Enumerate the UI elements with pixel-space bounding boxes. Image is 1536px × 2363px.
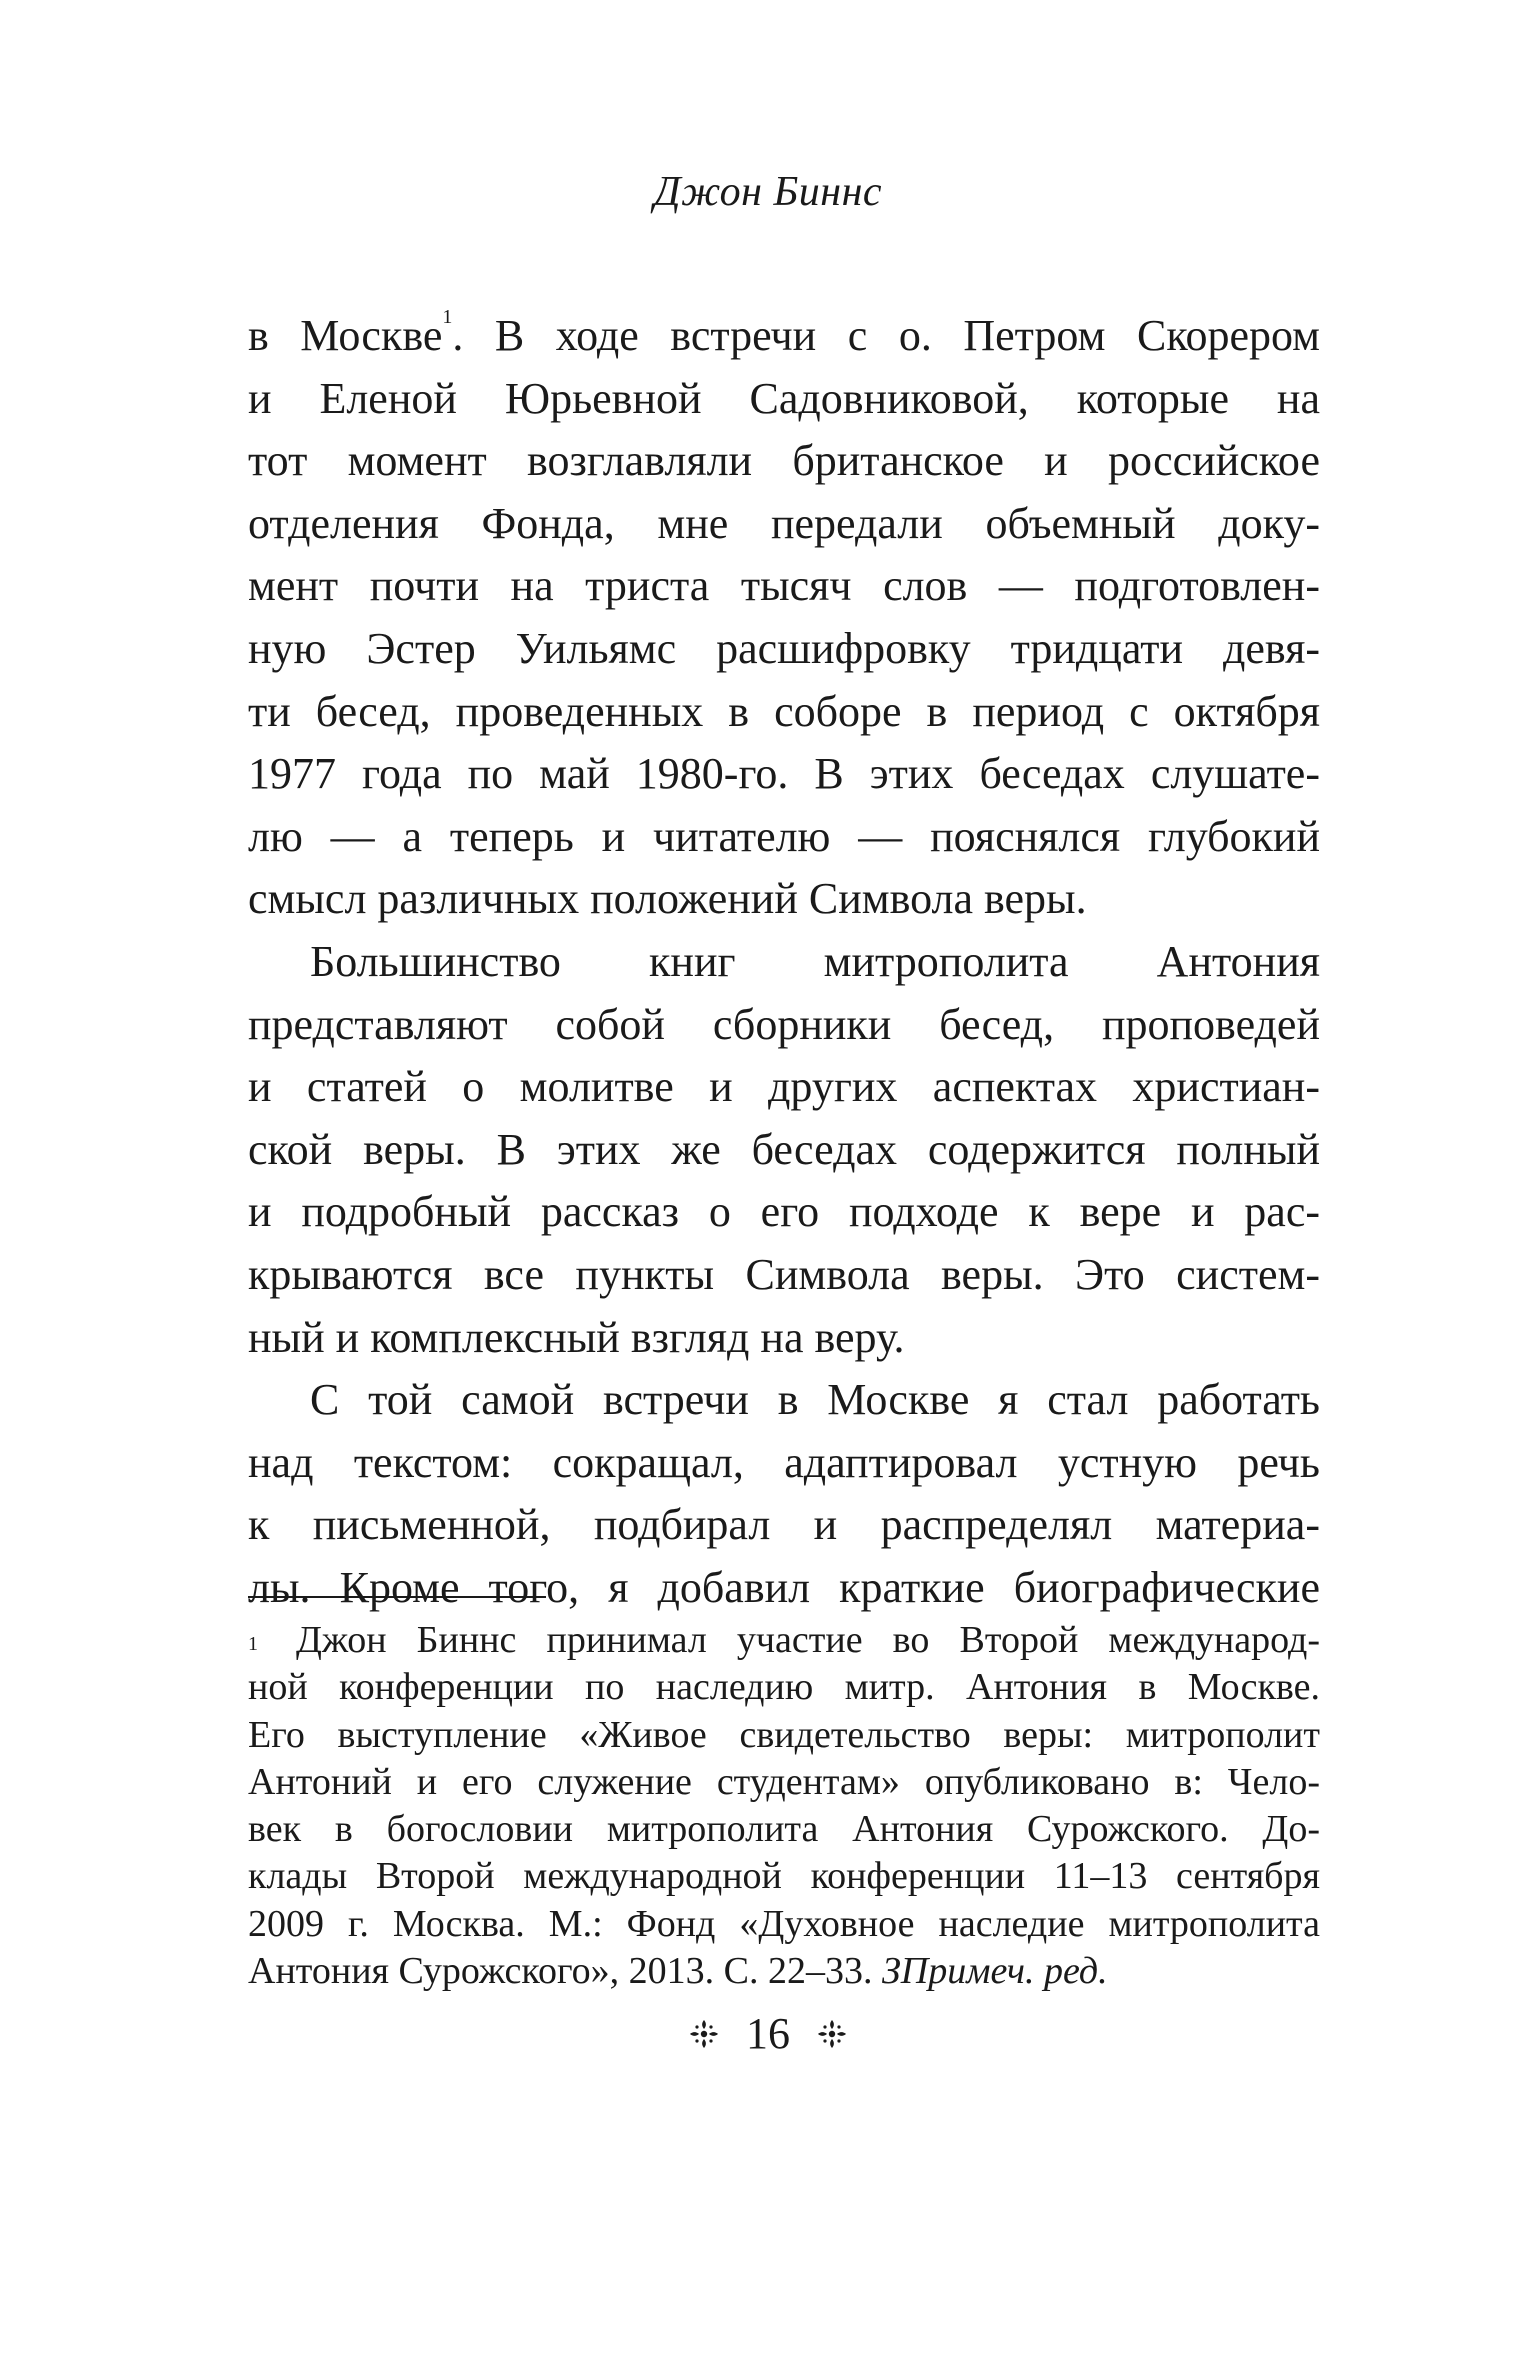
text-line: отделения Фонда, мне передали объемный доку- xyxy=(248,498,1320,548)
text-line: ную Эстер Уильямс расшифровку тридцати девя- xyxy=(248,623,1320,673)
text-line: и статей о молитве и других аспектах христиан- xyxy=(248,1062,1320,1112)
text-line: мент почти на триста тысяч слов — подготовлен- xyxy=(248,561,1320,611)
text-line: лю — а теперь и читателю — пояснялся глубокий xyxy=(248,811,1320,861)
text-line: тот момент возглавляли британское и российское xyxy=(248,436,1320,486)
text-line: 1977 года по май 1980-го. В этих беседах слушате- xyxy=(248,749,1320,799)
text-line: представляют собой сборники бесед, проповедей xyxy=(248,999,1320,1049)
footnote-line: век в богословии митрополита Антония Сурожского. До- xyxy=(248,1808,1320,1851)
footnote-line xyxy=(248,1617,1320,1664)
text-fragment: Антония Сурожского», 2013. С. 22–33. xyxy=(248,1950,882,1993)
cross-fleur-ornament-icon xyxy=(816,2018,848,2050)
footnote-number: 1 xyxy=(248,1633,258,1655)
text-fragment: в Москве xyxy=(248,311,443,360)
footnote xyxy=(248,1617,1320,1995)
footnote-line: Его выступление «Живое свидетельство веры: митрополит xyxy=(248,1713,1320,1756)
text-fragment: . В ходе встречи с о. Петром Скорером xyxy=(452,311,1320,360)
text-line: над текстом: сокращал, адаптировал устную речь xyxy=(248,1437,1320,1487)
text-line: С той самой встречи в Москве я стал работать xyxy=(310,1375,1320,1425)
footnote-line xyxy=(248,1948,1320,1995)
text-fragment: Джон Биннс принимал участие во Второй международ- xyxy=(296,1619,1320,1661)
folio xyxy=(0,2009,1536,2058)
text-line: смысл различных положений Символа веры. xyxy=(248,874,1087,924)
page-number: 16 xyxy=(746,2009,790,2058)
text-line: ти бесед, проведенных в соборе в период с октября xyxy=(248,686,1320,736)
footnote-line: ной конференции по наследию митр. Антония в Москве. xyxy=(248,1666,1320,1709)
footnote-divider xyxy=(248,1596,546,1598)
text-line: Большинство книг митрополита Антония xyxy=(310,936,1320,986)
footnote-line: 2009 г. Москва. М.: Фонд «Духовное наследие митрополита xyxy=(248,1902,1320,1945)
text-line xyxy=(248,305,1320,368)
cross-fleur-ornament-icon xyxy=(688,2018,720,2050)
main-text xyxy=(248,305,1320,1619)
text-line: крываются все пункты Символа веры. Это систем- xyxy=(248,1249,1320,1299)
footnote-reference[interactable]: 1 xyxy=(442,306,453,328)
footnote-line: Антоний и его служение студентам» опубликовано в: Чело- xyxy=(248,1760,1320,1803)
editor-note: ЗПримеч. ред. xyxy=(881,1950,1108,1993)
footnote-line: клады Второй международной конференции 11–13 сентября xyxy=(248,1855,1320,1898)
text-line: к письменной, подбирал и распределял материа- xyxy=(248,1500,1320,1550)
text-line: и подробный рассказ о его подходе к вере и рас- xyxy=(248,1187,1320,1237)
running-head: Джон Биннс xyxy=(653,169,883,215)
text-line: ный и комплексный взгляд на веру. xyxy=(248,1312,905,1362)
text-line: и Еленой Юрьевной Садовниковой, которые на xyxy=(248,373,1320,423)
text-line: ской веры. В этих же беседах содержится полный xyxy=(248,1124,1320,1174)
text-line: лы. Кроме того, я добавил краткие биографические xyxy=(248,1562,1320,1612)
